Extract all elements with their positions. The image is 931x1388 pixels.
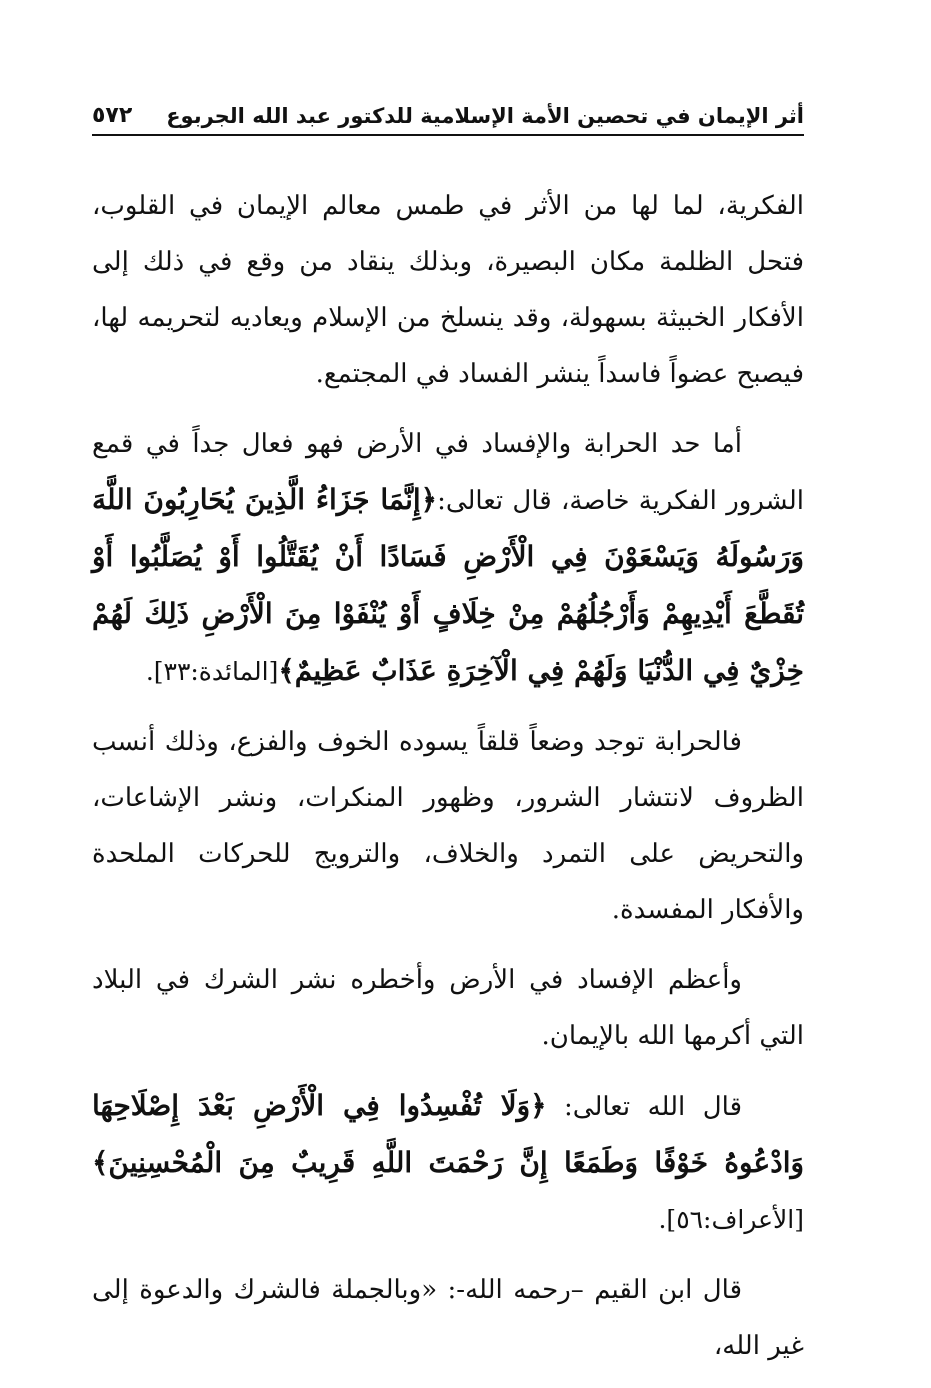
verse-reference: [المائدة:٣٣].	[145, 657, 279, 686]
quran-verse: ﴿وَلَا تُفْسِدُوا فِي الْأَرْضِ بَعْدَ إِصْلَاحِهَا وَادْعُوهُ خَوْفًا وَطَمَعًا إِنَّ رَحْمَتَ اللَّهِ قَرِيبٌ مِنَ الْمُحْسِنِينَ﴾	[92, 1089, 804, 1179]
page-number: ٥٧٢	[92, 103, 133, 128]
page-header	[92, 96, 804, 136]
paragraph-text: الفكرية، لما لها من الأثر في طمس معالم الإيمان في القلوب، فتحل الظلمة مكان البصيرة، وبذلك ينقاد من وقع في ذلك إلى الأفكار الخبيثة بسهولة، وقد ينسلخ من الإسلام ويعاديه لتحريمه لها، فيصبح عضواً فاسداً ينشر الفساد في المجتمع.	[92, 191, 804, 389]
page-body	[92, 178, 804, 1388]
quran-verse: ﴿إِنَّمَا جَزَاءُ الَّذِينَ يُحَارِبُونَ اللَّهَ وَرَسُولَهُ وَيَسْعَوْنَ فِي الْأَرْضِ فَسَادًا أَنْ يُقَتَّلُوا أَوْ يُصَلَّبُوا أَوْ تُقَطَّعَ أَيْدِيهِمْ وَأَرْجُلُهُمْ مِنْ خِلَافٍ أَوْ يُنْفَوْا مِنَ الْأَرْضِ ذَلِكَ لَهُمْ خِزْيٌ فِي الدُّنْيَا وَلَهُمْ فِي الْآخِرَةِ عَذَابٌ عَظِيمٌ﴾	[92, 483, 804, 687]
running-title: أثر الإيمان في تحصين الأمة الإسلامية للدكتور عبد الله الجربوع	[166, 104, 804, 128]
paragraph-2	[92, 416, 804, 700]
paragraph-lead: أما حد الحرابة والإفساد في الأرض فهو فعال جداً في قمع الشرور الفكرية خاصة، قال تعالى:	[92, 429, 805, 516]
paragraph-4	[92, 952, 804, 1064]
paragraph-6	[92, 1262, 804, 1374]
paragraph-text: فالحرابة توجد وضعاً قلقاً يسوده الخوف والفزع، وذلك أنسب الظروف لانتشار الشرور، وظهور المنكرات، ونشر الإشاعات، والتحريض على التمرد والخلاف، والترويج للحركات الملحدة والأفكار المفسدة.	[92, 727, 804, 925]
paragraph-3	[92, 714, 804, 938]
verse-reference: [الأعراف:٥٦].	[658, 1205, 804, 1234]
paragraph-text: وأعظم الإفساد في الأرض وأخطره نشر الشرك في البلاد التي أكرمها الله بالإيمان.	[92, 965, 804, 1051]
paragraph-text: قال ابن القيم –رحمه الله-: «وبالجملة فالشرك والدعوة إلى غير الله،	[92, 1275, 804, 1361]
paragraph-5	[92, 1078, 804, 1248]
paragraph-lead: قال الله تعالى:	[546, 1092, 743, 1122]
paragraph-1	[92, 178, 804, 402]
